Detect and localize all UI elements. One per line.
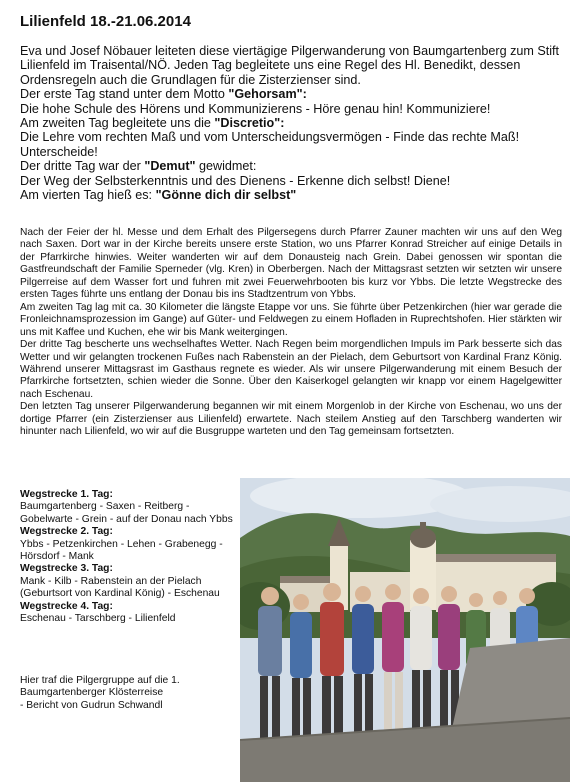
day3-motto-text: Der Weg der Selbsterkenntnis und des Dienens - Erkenne dich selbst! Diene! [20,173,451,188]
story-paragraph-day3: Der dritte Tag bescherte uns wechselhaftes Wetter. Nach Regen beim morgendlichen Impuls im Park besserte sich das Wetter und wir gelangten trockenen Fußes nach Rabenstein an der Pielach, dem Geburtsort von Kardinal Franz König. Während unserer Mittagsrast im Gasthaus regnete es wieder. Als wir unsere Pilgerwanderung mit einem Besuch der Pfarrkirche fortsetzten, schien wieder die Sonne. Über den Kaiserkogel gelangten wir knapp vor einem Hagelgewitter nach Eschenau. [20,339,562,400]
closing-line-1: Hier traf die Pilgergruppe auf die 1. Baumgartenberger Klösterreise [20,675,180,699]
group-photo [240,478,570,782]
day3-motto-line: Der dritte Tag war der "Demut" gewidmet: [20,159,257,174]
day1-motto: "Gehorsam" [228,87,303,102]
page-title: Lilienfeld 18.-21.06.2014 [20,13,191,30]
day1-motto-text: Die hohe Schule des Hörens und Kommunizierens - Höre genau hin! Kommuniziere! [20,101,491,116]
route-day-4 [20,601,234,626]
route-day-label: Wegstrecke 3. Tag: [20,563,113,575]
route-day-stops: Mank - Kilb - Rabenstein an der Pielach (Geburtsort von Kardinal König) - Eschenau [20,575,220,600]
route-day-1 [20,489,234,526]
closing-line-2: - Bericht von Gudrun Schwandl [20,699,163,711]
story-paragraph-day1: Nach der Feier der hl. Messe und dem Erhalt des Pilgersegens durch Pfarrer Zauner machten wir uns auf den Weg nach Saxen. Dort war in der Kirche bereits unsere erste Station, wo uns Pfarrer Konrad Streicher auf einige Details in der Pfarrkirche hinwies. Weiter wanderten wir auf dem Donausteig nach Grein. Dabei genossen wir spontan die Gastfreundschaft der Familie Sperneder (vlg. Kren) in Oberbergen. Nach der Mittagsrast setzten wir setzten wir unsere Pilgerreise auf dem Wasser fort und fuhren mit zwei Feuerwehrbooten bis kurz vor Ybbs. Die letzte Wegstrecke des ersten Tages führte uns entlang der Donau bis ins Stadtzentrum von Ybbs. [20,227,562,301]
route-day-label: Wegstrecke 1. Tag: [20,489,113,500]
route-list [20,489,234,625]
intro-section [20,44,560,202]
group-photo-image [240,478,570,782]
day4-motto: "Gönne dich dir selbst" [155,188,297,203]
day1-motto-line: Der erste Tag stand unter dem Motto "Gehorsam": [20,87,307,102]
route-day-3 [20,563,234,600]
day2-motto-text: Die Lehre vom rechten Maß und vom Unterscheidungsvermögen - Finde das rechte Maß! Unterscheide! [20,130,520,159]
story-paragraph-day4: Den letzten Tag unserer Pilgerwanderung begannen wir mit einem Morgenlob in der Kirche von Eschenau, wo uns der dortige Pfarrer (ein Zisterzienser aus Lilienfeld) erwartete. Nach steilem Anstieg auf den Tarschberg wanderten wir hinunter nach Lilienfeld, wo wir auf die Busgruppe warteten und den Tag gemeinsam fortsetzten. [20,401,562,438]
day3-motto: "Demut" [144,159,196,174]
day2-motto: "Discretio" [214,116,281,131]
route-day-2 [20,526,234,563]
intro-paragraph: Eva und Josef Nöbauer leiteten diese viertägige Pilgerwanderung von Baumgartenberg zum Stift Lilienfeld im Traisental/NÖ. Jeden Tag begleitete uns eine Regel des Hl. Benedikt, dessen Ordensregeln auch die Grundlagen für die Zisterzienser sind. [20,44,560,87]
story-paragraph-day2: Am zweiten Tag lag mit ca. 30 Kilometer die längste Etappe vor uns. Sie führte über Petzenkirchen (hier war gerade die Fronleichnamsprozession im Gange) auf Güter- und Feldwegen zu einem Hofladen in Ruprechtshofen. Hier stärkten wir uns mit Kaffee und Kuchen, ehe wir bis Mank weitergingen. [20,301,562,338]
route-day-stops: Ybbs - Petzenkirchen - Lehen - Grabenegg - Hörsdorf - Mank [20,538,223,563]
day2-motto-line: Am zweiten Tag begleitete uns die "Discretio": [20,116,285,131]
story-section [20,227,562,439]
route-day-label: Wegstrecke 4. Tag: [20,600,113,612]
route-day-label: Wegstrecke 2. Tag: [20,526,113,538]
route-day-stops: Baumgartenberg - Saxen - Reitberg - Gobelwarte - Grein - auf der Donau nach Ybbs [20,501,233,525]
day4-motto-line: Am vierten Tag hieß es: "Gönne dich dir selbst" [20,188,297,203]
route-day-stops: Eschenau - Tarschberg - Lilienfeld [20,613,176,625]
closing-note [20,675,234,712]
